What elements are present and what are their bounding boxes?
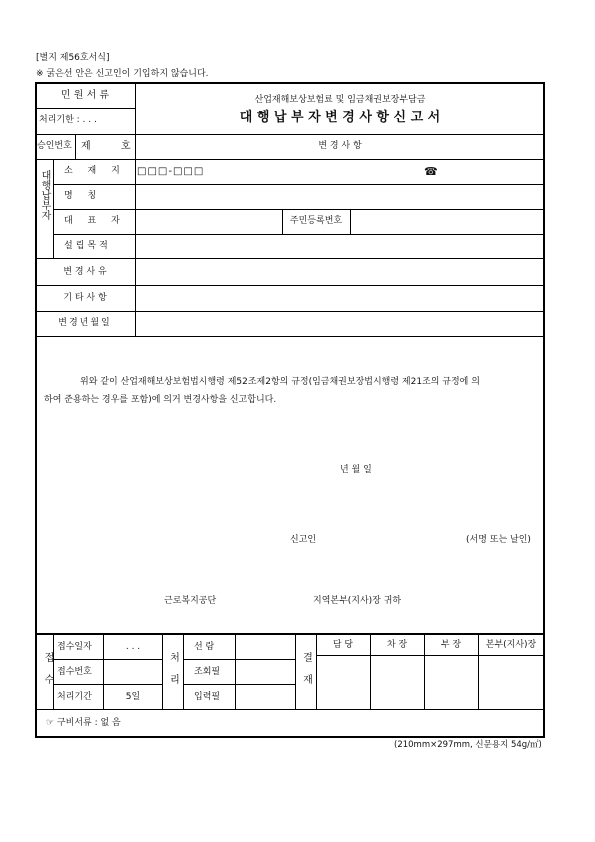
deadline-label: 처리기한 : . . .	[39, 115, 97, 125]
statement-line-2: 하여 준용하는 경우를 포함)에 의거 변경사항을 신고합니다.	[44, 395, 277, 405]
statement-line-1: 위와 같이 산업재해보상보험법시행령 제52조제2항의 규정(임금채권보장법시행령 제21조의 규정에 의	[80, 377, 480, 387]
postal-code-boxes: □□□-□□□	[137, 166, 205, 177]
change-date-label: 변경년월일	[58, 318, 112, 328]
processing-period-label: 처리기간	[57, 692, 92, 702]
approval-ho: 호	[121, 141, 131, 152]
name-label: 명 칭	[64, 191, 103, 201]
changes-header: 변 경 사 항	[318, 141, 362, 151]
input-label: 입력필	[194, 692, 221, 702]
staff-header: 담 당	[332, 640, 354, 650]
civil-docs-label: 민 원 서 류	[60, 90, 110, 101]
change-reason-label: 변 경 사 유	[63, 267, 107, 277]
receipt-group-label: 접수	[42, 652, 53, 696]
deputy-header: 차 장	[386, 640, 408, 650]
approval-group-label: 결재	[300, 652, 312, 696]
agency-name: 근로복지공단	[164, 596, 217, 606]
form-number: [별지 제56호서식]	[36, 53, 110, 63]
inquiry-label: 조회필	[194, 667, 221, 677]
signature-label: (서명 또는 날인)	[466, 535, 531, 545]
reporter-label: 신고인	[290, 535, 317, 545]
receipt-date-label: 접수일자	[57, 642, 92, 652]
processing-period-value: 5일	[125, 692, 141, 702]
processing-group-label: 처리	[167, 652, 179, 696]
head-header: 본부(지사)장	[485, 640, 537, 650]
other-items-label: 기 타 사 항	[63, 293, 107, 303]
receipt-date-value: . . .	[125, 642, 141, 652]
resident-number-label: 주민등록번호	[289, 216, 343, 226]
attached-documents: ☞ 구비서류 : 없 음	[46, 718, 121, 728]
representative-label: 대 표 자	[64, 216, 126, 226]
address-label: 소 재 지	[64, 166, 126, 176]
form-title: 대 행 납 부 자 변 경 사 항 신 고 서	[239, 110, 441, 125]
branch-addressee: 지역본부(지사)장 귀하	[313, 596, 402, 606]
approval-number-label: 승인번호	[37, 141, 72, 151]
review-label: 선 람	[194, 642, 215, 652]
purpose-label: 설립목적	[64, 241, 111, 251]
report-date-line: 년 월 일	[340, 465, 372, 475]
paper-spec: (210mm×297mm, 신문용지 54g/㎡)	[394, 740, 542, 750]
receipt-number-label: 접수번호	[57, 667, 92, 677]
manager-header: 부 장	[440, 640, 462, 650]
phone-icon: ☎	[424, 165, 438, 178]
form-subtitle: 산업재해보상보험료 및 임금채권보장부담금	[254, 95, 426, 105]
form-note: ※ 굵은선 안은 신고인이 기입하지 않습니다.	[36, 69, 209, 79]
agent-group-label: 대행납부자	[39, 170, 50, 220]
approval-je: 제	[81, 141, 91, 152]
